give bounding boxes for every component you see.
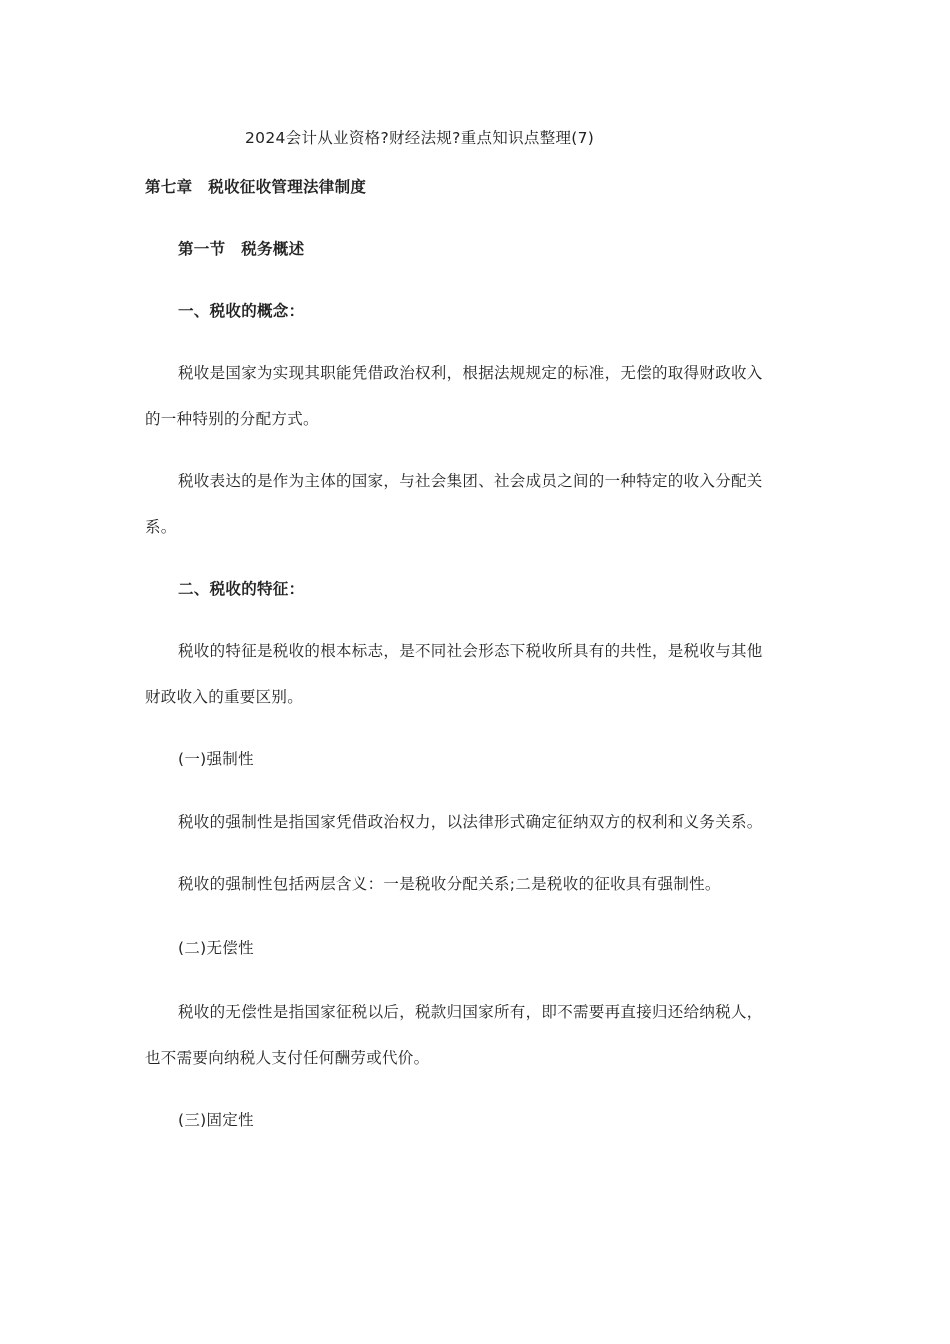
paragraph-4: 税收的强制性是指国家凭借政治权力，以法律形式确定征纳双方的权利和义务关系。 (178, 813, 763, 831)
document-title: 2024会计从业资格?财经法规?重点知识点整理(7) (245, 129, 595, 147)
paragraph-2-line-1: 税收表达的是作为主体的国家，与社会集团、社会成员之间的一种特定的收入分配关 (178, 472, 763, 490)
subheading-compulsory: (一)强制性 (178, 750, 254, 768)
paragraph-1-line-2: 的一种特别的分配方式。 (145, 410, 319, 428)
section-heading: 第一节 税务概述 (178, 240, 305, 258)
paragraph-3-line-1: 税收的特征是税收的根本标志，是不同社会形态下税收所具有的共性，是税收与其他 (178, 642, 763, 660)
heading-tax-features: 二、税收的特征： (178, 580, 305, 598)
paragraph-2-line-2: 系。 (145, 518, 177, 536)
paragraph-6-line-1: 税收的无偿性是指国家征税以后，税款归国家所有，即不需要再直接归还给纳税人， (178, 1003, 763, 1021)
heading-tax-concept: 一、税收的概念： (178, 302, 305, 320)
subheading-fixedness: (三)固定性 (178, 1111, 254, 1129)
paragraph-1-line-1: 税收是国家为实现其职能凭借政治权利，根据法规规定的标准，无偿的取得财政收入 (178, 364, 763, 382)
paragraph-6-line-2: 也不需要向纳税人支付任何酬劳或代价。 (145, 1049, 430, 1067)
chapter-heading: 第七章 税收征收管理法律制度 (145, 178, 367, 196)
paragraph-3-line-2: 财政收入的重要区别。 (145, 688, 304, 706)
subheading-gratuitous: (二)无偿性 (178, 939, 254, 957)
paragraph-5: 税收的强制性包括两层含义：一是税收分配关系;二是税收的征收具有强制性。 (178, 875, 721, 893)
